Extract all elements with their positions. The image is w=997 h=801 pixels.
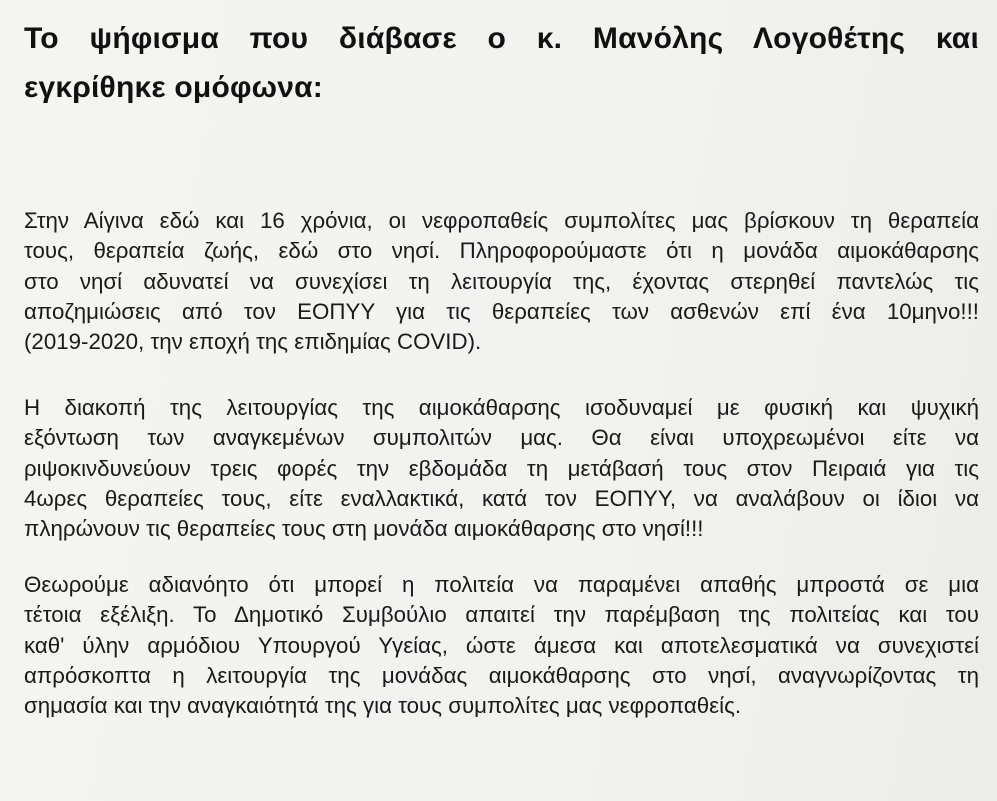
paragraph-line: 4ωρες θεραπείες τους, είτε εναλλακτικά, κατά τον ΕΟΠΥΥ, να αναλάβουν οι ίδιοι να	[24, 485, 979, 511]
paragraph-line: (2019-2020, την εποχή της επιδημίας COVID).	[24, 329, 482, 355]
paragraph-line: αποζημιώσεις από τον ΕΟΠΥΥ για τις θεραπείες των ασθενών επί ένα 10μηνο!!!	[24, 298, 979, 324]
paragraph-line: στο νησί αδυνατεί να συνεχίσει τη λειτουργία της, έχοντας στερηθεί παντελώς τις	[24, 268, 979, 294]
paragraph-line: καθ' ύλην αρμόδιου Υπουργού Υγείας, ώστε άμεσα και αποτελεσματικά να συνεχιστεί	[24, 632, 979, 658]
paragraph-line: τέτοια εξέλιξη. Το Δημοτικό Συμβούλιο απαιτεί την παρέμβαση της πολιτείας και του	[24, 602, 979, 628]
paragraph-line: Θεωρούμε αδιανόητο ότι μπορεί η πολιτεία να παραμένει απαθής μπροστά σε μια	[24, 572, 979, 597]
paragraph-2	[24, 393, 979, 544]
paragraph-3	[24, 570, 979, 721]
paragraph-line: Η διακοπή της λειτουργίας της αιμοκάθαρσης ισοδυναμεί με φυσική και ψυχική	[24, 395, 979, 420]
paragraph-line: τους, θεραπεία ζωής, εδώ στο νησί. Πληροφορούμαστε ότι η μονάδα αιμοκάθαρσης	[24, 238, 979, 264]
title-line-1: Το ψήφισμα που διάβασε ο κ. Μανόλης Λογοθέτης και	[24, 22, 979, 55]
paragraph-line: απρόσκοπτα η λειτουργία της μονάδας αιμοκάθαρσης στο νησί, αναγνωρίζοντας τη	[24, 662, 979, 688]
paragraph-1	[24, 206, 979, 357]
paragraph-line: ριψοκινδυνεύουν τρεις φορές την εβδομάδα τη μετάβασή τους στον Πειραιά για τις	[24, 455, 979, 481]
title-line-2: εγκρίθηκε ομόφωνα:	[24, 71, 323, 104]
paragraph-line: σημασία και την αναγκαιότητά της για τους συμπολίτες μας νεφροπαθείς.	[24, 693, 742, 719]
paragraph-line: πληρώνουν τις θεραπείες τους στη μονάδα αιμοκάθαρσης στο νησί!!!	[24, 516, 704, 542]
paragraph-line: Στην Αίγινα εδώ και 16 χρόνια, οι νεφροπαθείς συμπολίτες μας βρίσκουν τη θεραπεία	[24, 208, 979, 233]
paragraph-line: εξόντωση των αναγκεμένων συμπολιτών μας. Θα είναι υποχρεωμένοι είτε να	[24, 425, 979, 451]
document-title	[24, 14, 979, 112]
